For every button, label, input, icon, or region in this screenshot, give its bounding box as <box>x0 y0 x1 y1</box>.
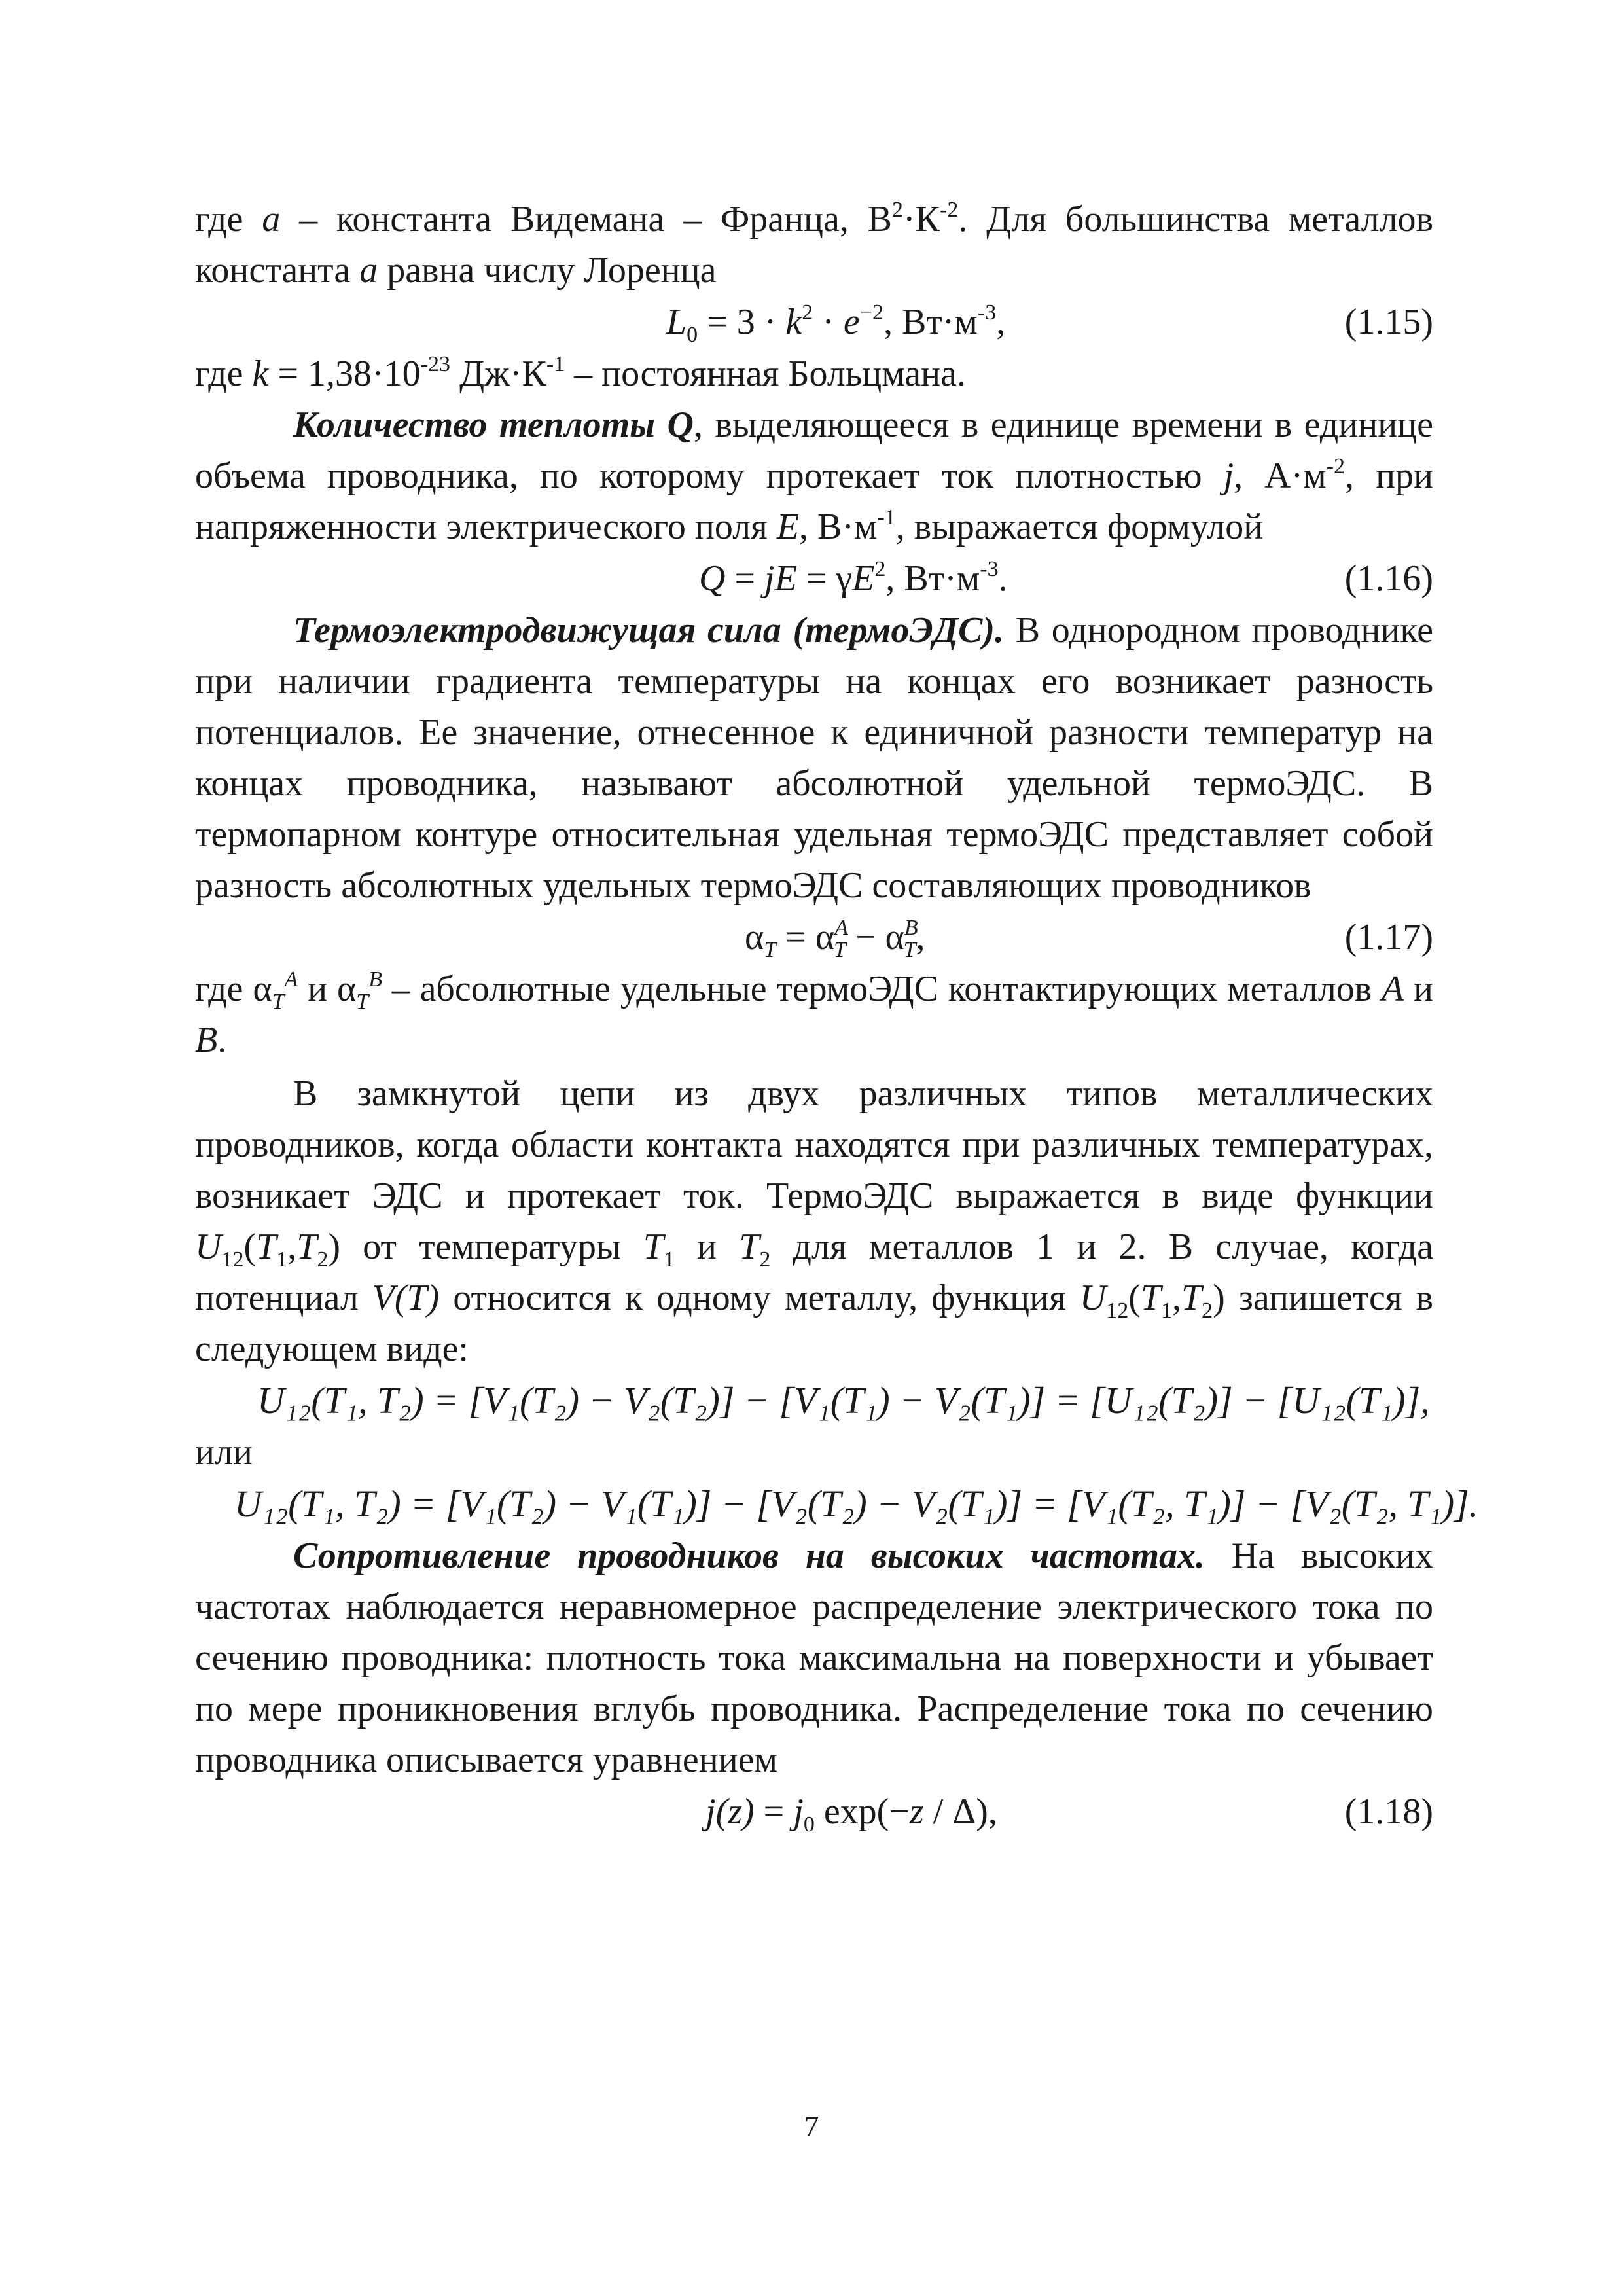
text-segment: и <box>1404 969 1434 1009</box>
exponent: -23 <box>420 352 450 376</box>
subscript: 0 <box>803 1812 815 1837</box>
paragraph-alpha-def <box>195 963 1433 1066</box>
text-segment: где <box>195 969 253 1009</box>
text-segment: и <box>298 969 337 1009</box>
subscript: T <box>833 938 846 962</box>
text-segment: где <box>195 353 253 394</box>
symbol-e: e <box>843 302 860 342</box>
formula-u12-second: U₁₂(T₁, T₂) = [V₁(T₂) − V₁(T₁)] − [V₂(T₂) − V₂(T₁)] = [V₁(T₂, T₁)] − [V₂(T₂, T₁)]. <box>234 1482 1479 1525</box>
text-segment: и <box>674 1227 740 1267</box>
equation-1-15 <box>195 296 1433 348</box>
formula-heat <box>699 552 1008 605</box>
section-heading: Количество теплоты Q <box>293 404 694 445</box>
operator: = <box>754 1791 794 1832</box>
punctuation: , <box>988 1791 997 1832</box>
superscript: A <box>284 967 298 992</box>
operator: / Δ) <box>923 1791 988 1832</box>
text-segment: , при напряженности электрического поля <box>195 456 1434 547</box>
formula-alpha <box>745 911 925 963</box>
section-heading: Сопротивление проводников на высоких частотах. <box>293 1535 1205 1576</box>
text-segment: запишется в следующем виде: <box>195 1278 1433 1369</box>
exponent: -1 <box>877 505 896 529</box>
punctuation: , <box>287 1227 297 1267</box>
symbol-alpha: α <box>885 917 904 958</box>
superscript: B <box>368 967 382 992</box>
exponent: 2 <box>874 557 886 581</box>
symbol-alpha: α <box>253 969 272 1009</box>
symbol-alpha: α <box>745 917 764 958</box>
symbol-j: j <box>1223 456 1234 496</box>
page-number: 7 <box>804 2109 819 2143</box>
symbol-T: T <box>1140 1278 1161 1318</box>
text-segment: – константа Видемана – Франца, В <box>280 199 893 240</box>
subscript: T <box>903 938 916 962</box>
exponent: −2 <box>859 300 883 325</box>
symbol-k: k <box>252 353 269 394</box>
paren: ) <box>328 1227 341 1267</box>
superscript: B <box>904 916 918 940</box>
symbol-E: E <box>776 507 800 547</box>
text-segment: В замкнутой цепи из двух различных типов металлических проводников, когда области контакта находятся при различных температурах, возникает ЭДС и протекает ток. ТермоЭДС выражается в виде функции <box>195 1073 1433 1216</box>
unit: , Вт·м <box>883 302 978 342</box>
subscript: 1 <box>663 1247 675 1272</box>
symbol-a: a <box>359 250 378 291</box>
symbol-U: U <box>1079 1278 1107 1318</box>
paragraph-heat-quantity <box>195 399 1433 552</box>
equation-1-18 <box>195 1785 1433 1838</box>
symbol-a: a <box>262 199 281 240</box>
punctuation: , <box>1172 1278 1181 1318</box>
subscript: 12 <box>221 1247 244 1272</box>
function: exp(− <box>814 1791 910 1832</box>
symbol-B: B <box>195 1020 218 1060</box>
text-segment: где <box>195 199 262 240</box>
paragraph-boltzmann <box>195 348 1433 399</box>
symbol-E: E <box>852 558 875 599</box>
text-segment: для металлов 1 и 2. В случае, когда потенциал <box>195 1227 1434 1318</box>
exponent: -2 <box>940 198 959 222</box>
paragraph-wiedemann-franz <box>195 194 1433 296</box>
unit: , Вт·м <box>885 558 980 599</box>
symbol-Q: Q <box>699 558 726 599</box>
symbol-L: L <box>666 302 687 342</box>
symbol-T: T <box>739 1227 760 1267</box>
equation-1-17 <box>195 911 1433 963</box>
equation-u12-second <box>195 1478 1479 1530</box>
text-segment: относится к одному металлу, функция <box>439 1278 1080 1318</box>
paragraph-high-frequency <box>195 1530 1433 1785</box>
text-segment: , А·м <box>1234 456 1327 496</box>
symbol-z: z <box>909 1791 924 1832</box>
formula-current-density <box>705 1785 997 1838</box>
symbol-jE: jE <box>764 558 797 599</box>
symbol-k: k <box>785 302 802 342</box>
equation-number: (1.16) <box>1344 558 1433 599</box>
punctuation: , <box>996 302 1006 342</box>
text-segment: В однородном проводнике при наличии градиента температуры на концах его возникает разность потенциалов. Ее значение, отнесенное к единичной разности температур на концах проводника, называют абсолютной удельной термоЭДС. В термопарном контуре относительная удельная термоЭДС представляет собой разность абсолютных удельных термоЭДС составляющих проводников <box>195 610 1433 906</box>
subscript: 12 <box>1106 1299 1129 1323</box>
paragraph-closed-circuit <box>195 1068 1433 1374</box>
subscript: 2 <box>317 1247 329 1272</box>
operator: = <box>776 917 815 958</box>
equation-number: (1.15) <box>1344 302 1433 342</box>
page-body <box>195 194 1479 1838</box>
text-segment: . Для большинства металлов константа <box>195 199 1434 291</box>
symbol-alpha: α <box>815 917 835 958</box>
paren: ( <box>243 1227 257 1267</box>
subscript: 0 <box>687 323 698 347</box>
operator: = γ <box>796 558 853 599</box>
argument: (z) <box>715 1791 755 1832</box>
exponent: -3 <box>977 300 997 325</box>
punctuation: . <box>998 558 1008 599</box>
text-segment: На высоких частотах наблюдается неравномерное распределение электрического тока по сечению проводника: плотность тока максимальна на поверхности и убывает по мере проникновения вглубь проводника. Распределение тока по сечению проводника описывается уравнением <box>195 1535 1433 1780</box>
operator: − <box>846 917 885 958</box>
subscript: 2 <box>1202 1299 1213 1323</box>
operator: · <box>813 302 844 342</box>
symbol-j: j <box>705 1791 716 1832</box>
exponent: 2 <box>892 198 904 222</box>
exponent: -3 <box>980 557 999 581</box>
subscript: T <box>356 990 369 1014</box>
exponent: -1 <box>546 352 565 376</box>
text-segment: , В·м <box>799 507 878 547</box>
punctuation: . <box>217 1020 227 1060</box>
symbol-T: T <box>1181 1278 1202 1318</box>
equation-number: (1.17) <box>1344 917 1433 958</box>
text-segment: – постоянная Больцмана. <box>565 353 966 394</box>
text-segment: от температуры <box>340 1227 643 1267</box>
text-segment: ·К <box>903 199 940 240</box>
subscript: T <box>272 990 285 1014</box>
section-heading: Термоэлектродвижущая сила (термоЭДС). <box>293 610 1005 651</box>
subscript: 1 <box>1161 1299 1172 1323</box>
exponent: 2 <box>802 300 813 325</box>
text-segment: – абсолютные удельные термоЭДС контактирующих металлов <box>382 969 1382 1009</box>
subscript: 1 <box>276 1247 288 1272</box>
symbol-T: T <box>643 1227 664 1267</box>
equation-1-16 <box>195 552 1433 605</box>
equation-u12-first <box>195 1374 1433 1427</box>
paragraph-thermo-emf <box>195 605 1433 911</box>
subscript: T <box>764 938 777 962</box>
text-segment: Дж·К <box>450 353 546 394</box>
operator: = <box>725 558 765 599</box>
symbol-alpha: α <box>336 969 357 1009</box>
symbol-U: U <box>195 1227 222 1267</box>
or-word: или <box>195 1432 253 1473</box>
symbol-V: V <box>372 1278 395 1318</box>
symbol-T: T <box>256 1227 277 1267</box>
paren: ) <box>1213 1278 1225 1318</box>
symbol-T: (T) <box>394 1278 440 1318</box>
text-segment: , выделяющееся в единице времени в единице объема проводника, по которому протекает ток плотностью <box>195 404 1433 496</box>
text-segment: , выражается формулой <box>895 507 1264 547</box>
text-segment: = 1,38·10 <box>268 353 421 394</box>
formula-u12-first: U₁₂(T₁, T₂) = [V₁(T₂) − V₂(T₂)] − [V₁(T₁) − V₂(T₁)] = [U₁₂(T₂)] − [U₁₂(T₁)], <box>257 1379 1430 1422</box>
operator: = 3 · <box>698 302 786 342</box>
superscript: A <box>834 916 848 940</box>
paren: ( <box>1128 1278 1141 1318</box>
equation-number: (1.18) <box>1344 1791 1433 1832</box>
symbol-j: j <box>793 1791 804 1832</box>
symbol-T: T <box>296 1227 317 1267</box>
exponent: -2 <box>1326 454 1346 478</box>
subscript: 2 <box>759 1247 771 1272</box>
formula-lorenz <box>666 296 1005 348</box>
punctuation: , <box>916 917 925 958</box>
text-segment: равна числу Лоренца <box>378 250 717 291</box>
symbol-A: A <box>1382 969 1404 1009</box>
